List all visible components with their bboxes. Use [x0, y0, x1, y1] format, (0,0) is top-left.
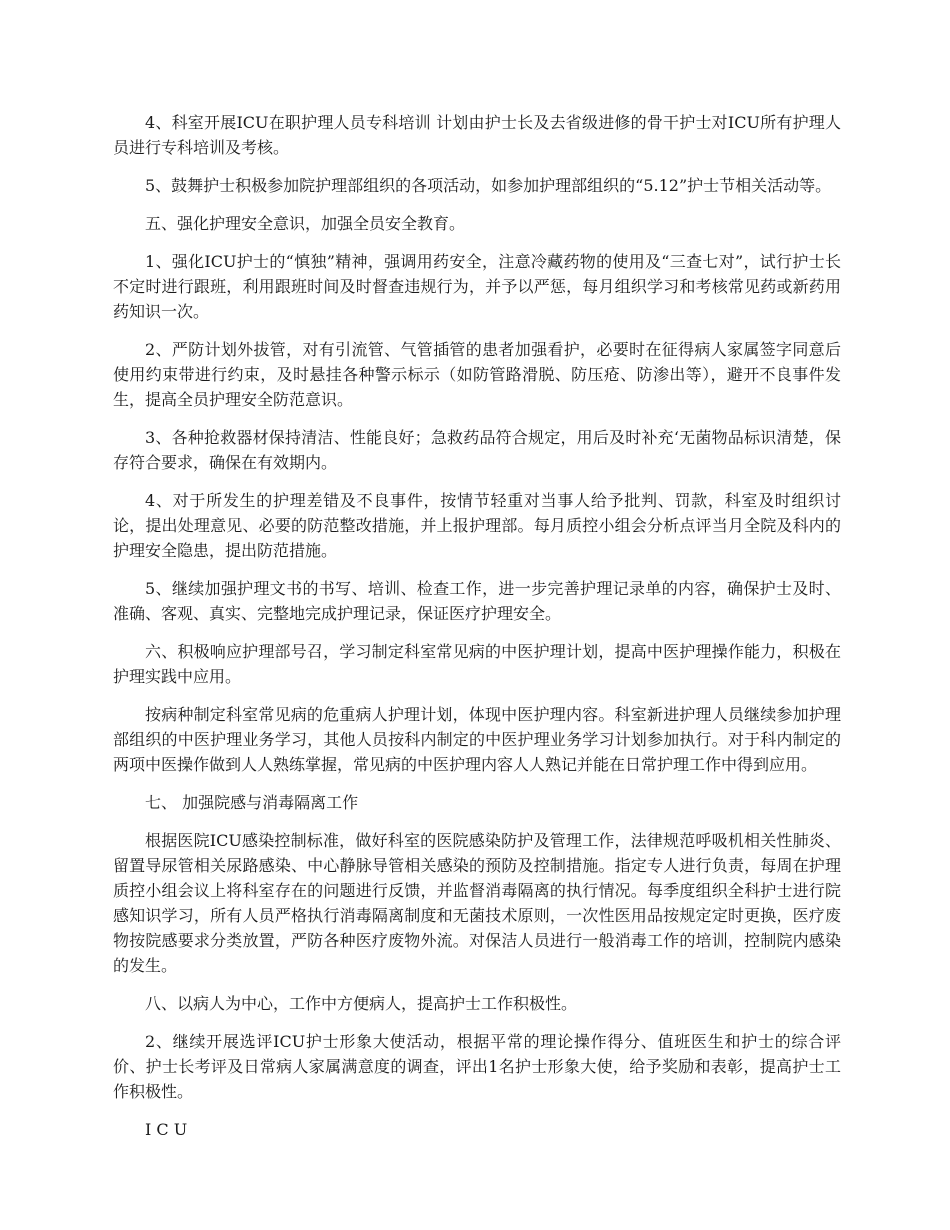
- section-heading-safety: 五、强化护理安全意识，加强全员安全教育。: [145, 214, 466, 233]
- paragraph-drug-safety: 1、强化ICU护士的“慎独”精神，强调用药安全，注意冷藏药物的使用及“三查七对”，试行护士长不定时进行跟班，利用跟班时间及时督查违规行为，并予以严惩，每月组织学习和考核常见药或新药用药知识一次。: [113, 252, 841, 321]
- paragraph-extubation: 2、严防计划外拔管，对有引流管、气管插管的患者加强看护，必要时在征得病人家属签字同意后使用约束带进行约束，及时悬挂各种警示标示（如防管路滑脱、防压疮、防渗出等），避开不良事件发生，提高全员护理安全防范意识。: [113, 340, 841, 409]
- section-heading-tcm: 六、积极响应护理部号召，学习制定科室常见病的中医护理计划，提高中医护理操作能力，积极在护理实践中应用。: [113, 642, 841, 686]
- paragraph-infection-control: 根据医院ICU感染控制标准，做好科室的医院感染防护及管理工作，法律规范呼吸机相关性肺炎、留置导尿管相关尿路感染、中心静脉导管相关感染的预防及控制措施。指定专人进行负责，每周在护理质控小组会议上将科室存在的问题进行反馈，并监督消毒隔离的执行情况。每季度组织全科护士进行院感知识学习，所有人员严格执行消毒隔离制度和无菌技术原则，一次性医用品按规定定时更换，医疗废物按院感要求分类放置，严防各种医疗废物外流。对保洁人员进行一般消毒工作的培训，控制院内感染的发生。: [113, 831, 841, 975]
- paragraph-tcm-plan: 按病种制定科室常见病的危重病人护理计划，体现中医护理内容。科室新进护理人员继续参加护理部组织的中医护理业务学习，其他人员按科内制定的中医护理业务学习计划参加执行。对于科内制定的两项中医操作做到人人熟练掌握，常见病的中医护理内容人人熟记并能在日常护理工作中得到应用。: [113, 705, 841, 774]
- paragraph-records: 5、继续加强护理文书的书写、培训、检查工作，进一步完善护理记录单的内容，确保护士及时、准确、客观、真实、完整地完成护理记录，保证医疗护理安全。: [113, 579, 841, 623]
- footer-text: I C U: [145, 1120, 188, 1139]
- section-heading-patient-centered: 八、以病人为中心，工作中方便病人，提高护士工作积极性。: [145, 994, 578, 1013]
- paragraph-training: 4、科室开展ICU在职护理人员专科培训 计划由护士长及去省级进修的骨干护士对ICU所有护理人员进行专科培训及考核。: [113, 113, 841, 157]
- paragraph-ambassador: 2、继续开展选评ICU护士形象大使活动，根据平常的理论操作得分、值班医生和护士的综合评价、护士长考评及日常病人家属满意度的调查，评出1名护士形象大使，给予奖励和表彰，提高护士工作积极性。: [113, 1032, 841, 1101]
- paragraph-activities: 5、鼓舞护士积极参加院护理部组织的各项活动，如参加护理部组织的“5.12”护士节相关活动等。: [145, 176, 832, 195]
- paragraph-incidents: 4、对于所发生的护理差错及不良事件，按情节轻重对当事人给予批判、罚款，科室及时组织讨论，提出处理意见、必要的防范整改措施，并上报护理部。每月质控小组会分析点评当月全院及科内的护理安全隐患，提出防范措施。: [113, 491, 841, 560]
- paragraph-equipment: 3、各种抢救器材保持清洁、性能良好；急救药品符合规定，用后及时补充‘无菌物品标识清楚，保存符合要求，确保在有效期内。: [113, 428, 841, 472]
- section-heading-infection: 七、 加强院感与消毒隔离工作: [145, 793, 359, 812]
- document-body: [113, 110, 841, 1155]
